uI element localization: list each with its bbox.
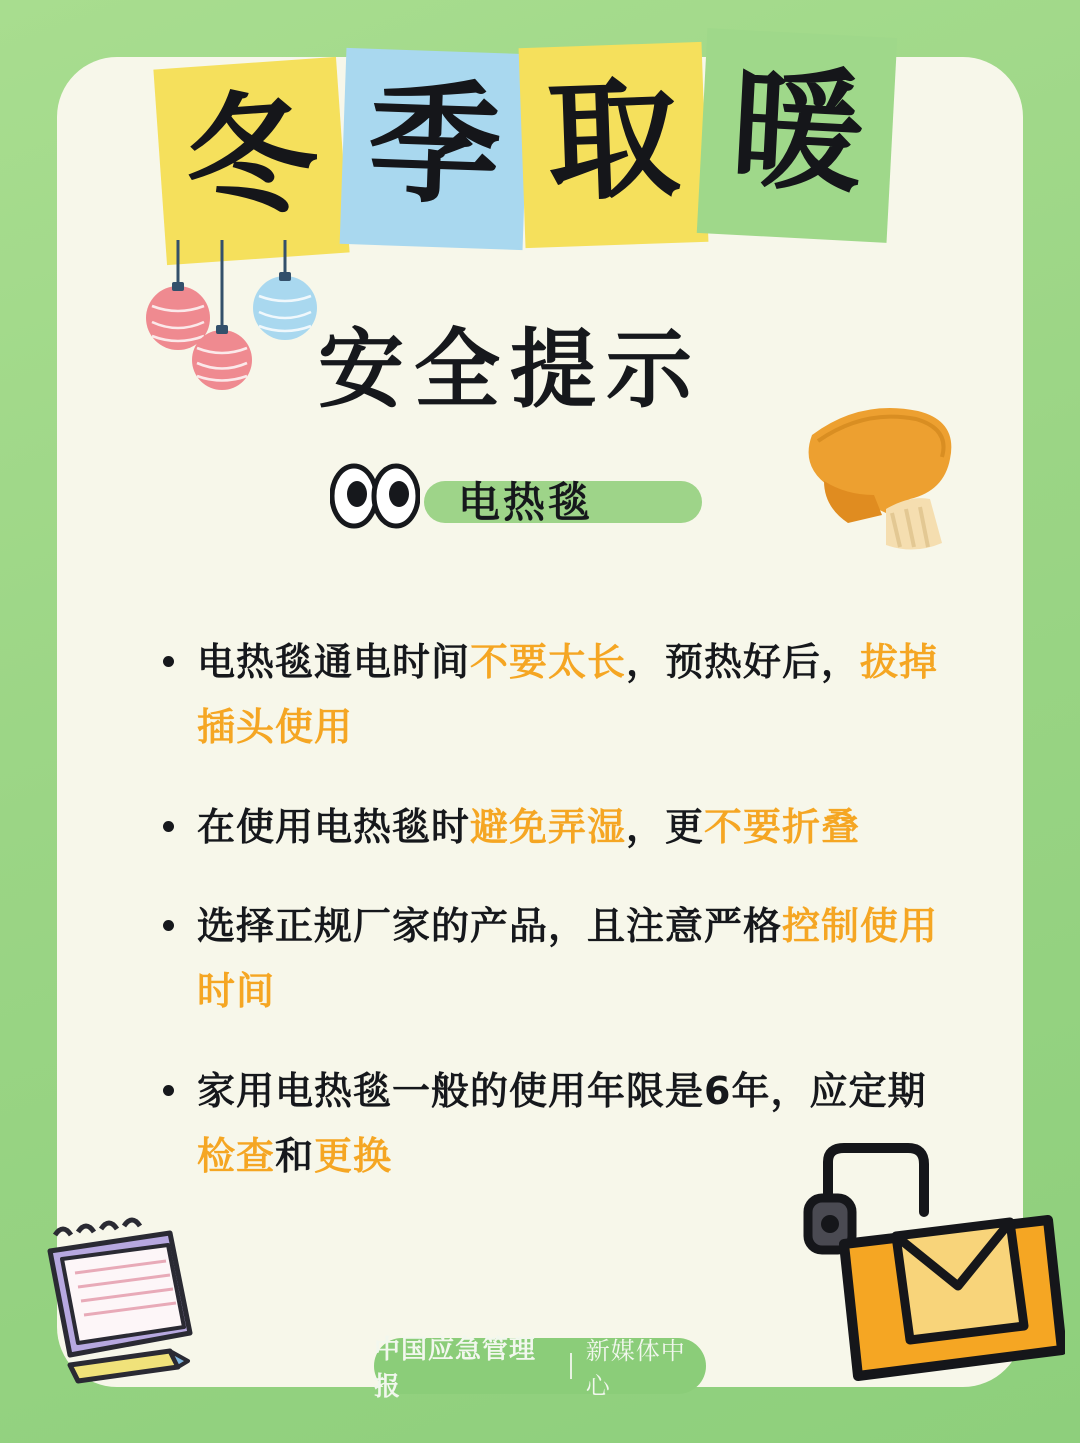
title-char-4: 暖 bbox=[727, 51, 868, 212]
footer-brand: 中国应急管理报 bbox=[374, 1335, 537, 1402]
bullet-text-highlight: 控制使用时间 bbox=[197, 904, 939, 1014]
bullet-text-plain: 选择正规厂家的产品，且注意严格 bbox=[197, 904, 783, 949]
bullet-text-highlight: 避免弄湿 bbox=[470, 804, 627, 849]
bullet-text-plain: ，更 bbox=[626, 804, 705, 849]
bullet-text-plain: 电热毯通电时间 bbox=[197, 640, 471, 684]
list-item bbox=[155, 894, 945, 1025]
section-label: 电热毯 bbox=[458, 478, 594, 527]
title-char-1: 冬 bbox=[180, 75, 323, 239]
title-tile-1 bbox=[153, 57, 349, 265]
bullet-text-highlight: 不要折叠 bbox=[704, 804, 861, 849]
title-tile-4 bbox=[697, 28, 897, 243]
title-tile-3 bbox=[519, 42, 709, 248]
bullet-text-highlight: 拔掉插头使用 bbox=[197, 640, 939, 750]
footer-unit: 新媒体中心 bbox=[585, 1337, 686, 1400]
hanging-baubles-icon bbox=[140, 240, 340, 400]
tips-list bbox=[155, 630, 945, 1224]
bullet-text-plain: 和 bbox=[275, 1134, 315, 1179]
eyes-icon bbox=[330, 462, 420, 530]
title-char-2: 季 bbox=[365, 65, 504, 225]
list-item bbox=[155, 630, 945, 761]
bullet-text-plain: ，预热好后， bbox=[626, 640, 861, 684]
bullet-text-highlight: 不要太长 bbox=[470, 640, 627, 684]
list-item bbox=[155, 795, 945, 860]
title-tile-2 bbox=[340, 48, 530, 250]
bullet-text-plain: 家用电热毯一般的使用年限是6年，应定期 bbox=[197, 1068, 927, 1113]
folder-icon bbox=[800, 1140, 1065, 1395]
bullet-text-highlight: 检查 bbox=[197, 1134, 276, 1179]
title-char-3: 取 bbox=[544, 61, 683, 221]
notebook-pen-icon bbox=[20, 1215, 235, 1400]
scarf-icon bbox=[790, 395, 975, 570]
footer-logo-bar bbox=[374, 1335, 706, 1402]
bullet-text-plain: 在使用电热毯时 bbox=[197, 804, 471, 849]
title-block bbox=[150, 33, 930, 263]
bullet-text-highlight: 更换 bbox=[314, 1134, 393, 1179]
page-subtitle: 安全提示 bbox=[318, 320, 702, 420]
footer-divider bbox=[570, 1353, 572, 1379]
